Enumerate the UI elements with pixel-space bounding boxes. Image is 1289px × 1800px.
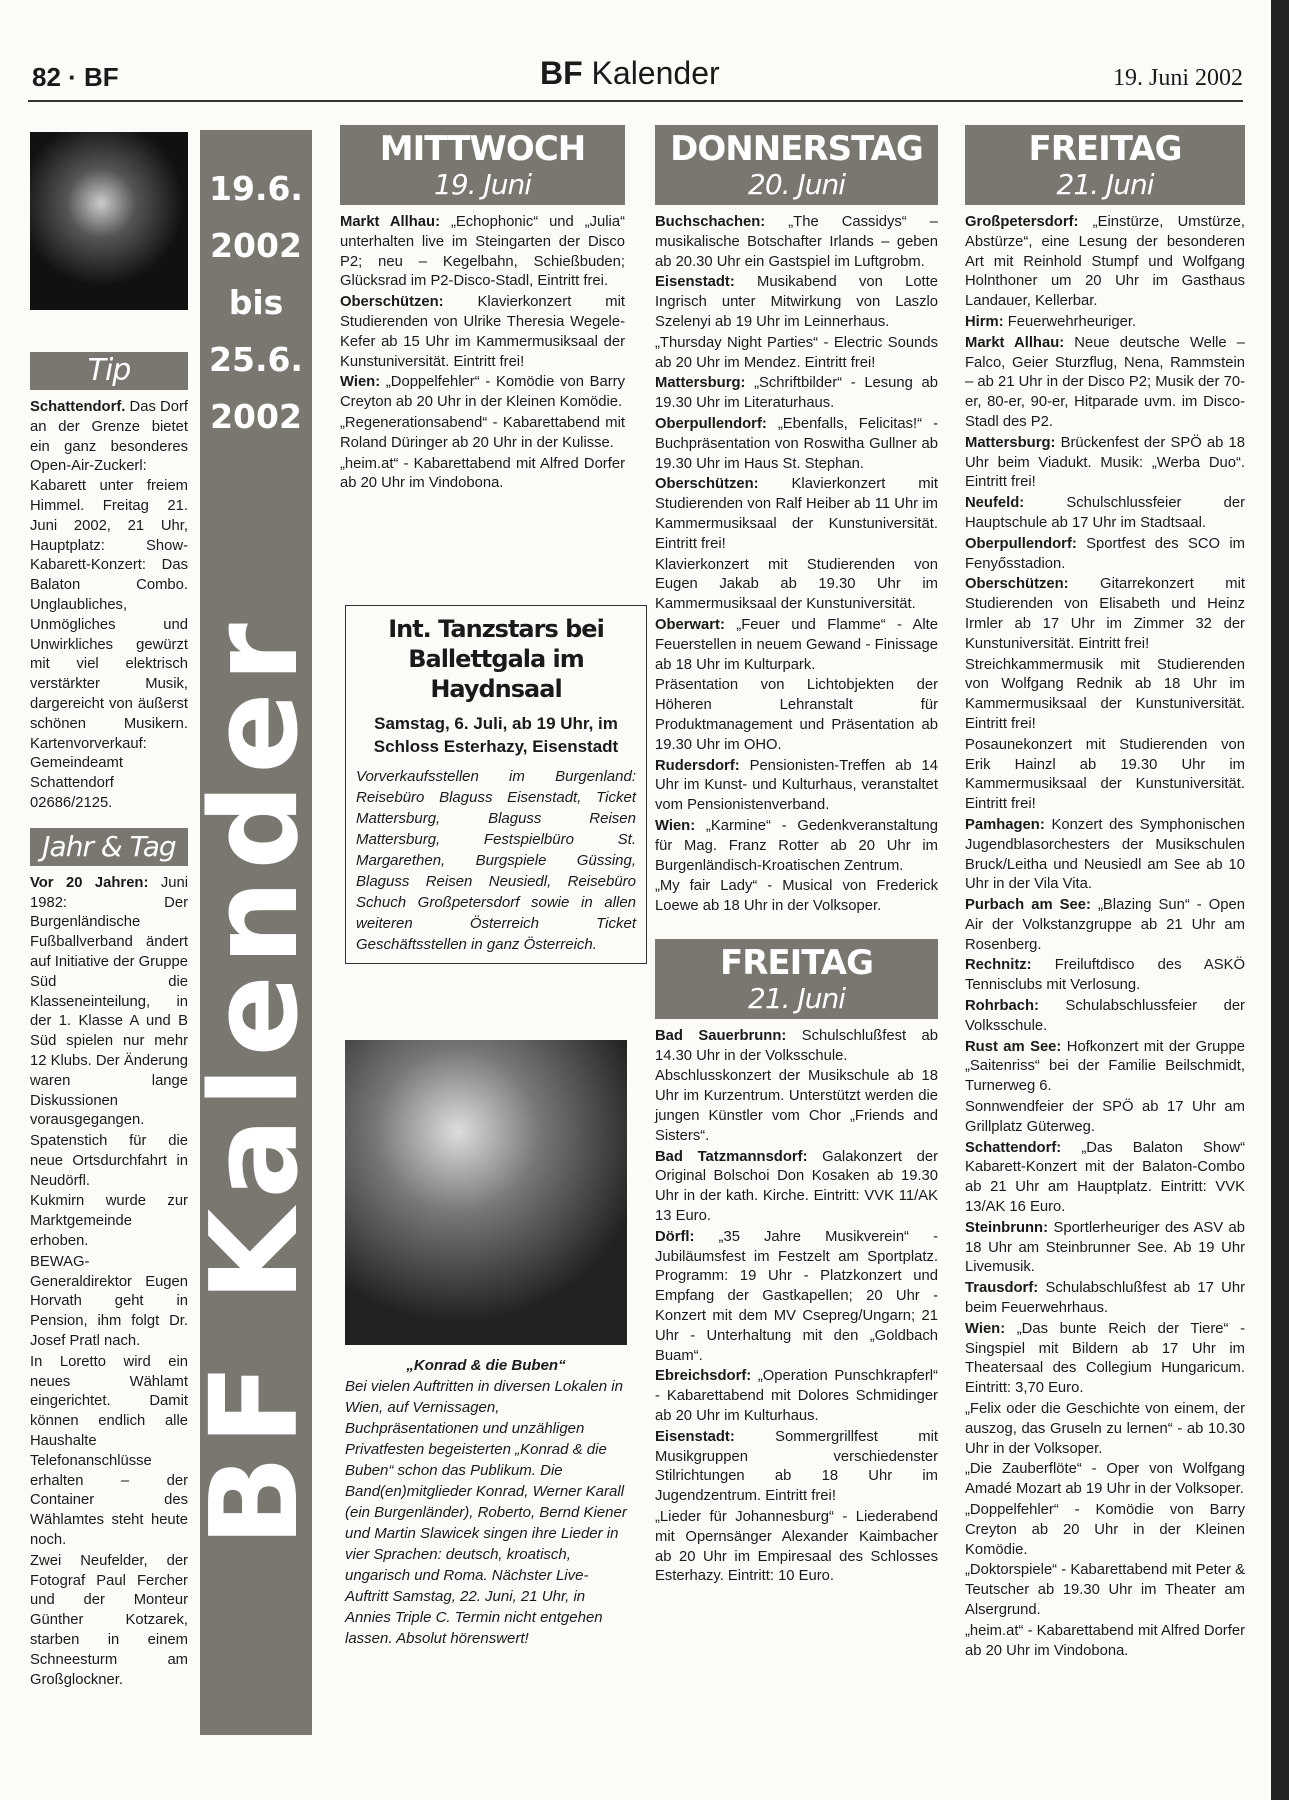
event-item <box>30 1132 188 1191</box>
event-place: Steinbrunn: <box>965 1219 1049 1236</box>
event-item <box>340 213 625 292</box>
event-text: Streichkammermusik mit Studierenden von Wolfgang Rednik ab 18 Uhr im Kammermusiksaal der Kunstuniversität. Eintritt frei! <box>965 656 1245 732</box>
header-rule <box>28 100 1243 102</box>
event-text: „heim.at“ - Kabarettabend mit Alfred Dorfer ab 20 Uhr im Vindobona. <box>965 1622 1245 1659</box>
event-text: Pensionisten-Treffen ab 14 Uhr im Kunst- und Kulturhaus, veranstaltet vom Pensionistenverband. <box>655 757 938 814</box>
event-place: Markt Allhau: <box>340 214 441 230</box>
event-place: Markt Allhau: <box>965 334 1065 351</box>
event-text: Klavierkonzert mit Studierenden von Ralf Heiber ab 11 Uhr im Kammermusiksaal der Kunstuniversität. Eintritt frei! <box>655 476 938 552</box>
date-range <box>200 130 312 445</box>
event-item <box>655 334 938 374</box>
event-item <box>340 414 625 454</box>
event-text: „Ebenfalls, Felicitas!“ - Buchpräsentation von Roswitha Gullner ab 19.30 Uhr im Haus St. Stephan. <box>655 415 938 472</box>
event-item <box>965 1098 1245 1138</box>
date-line: 2002 <box>210 397 302 436</box>
event-text: „Operation Punschkrapferl“ - Kabarettabend mit Dolores Schmidinger ab 20 Uhr im Kulturhaus. <box>655 1368 938 1425</box>
issue-date: 19. Juni 2002 <box>1112 65 1243 91</box>
event-text: „Felix oder die Geschichte von einem, der auszog, das Gruseln zu lernen“ - ab 10.30 Uhr in der Volksoper. <box>965 1401 1245 1457</box>
event-place: Neufeld: <box>965 495 1025 512</box>
event-place: Dörfl: <box>655 1228 695 1245</box>
event-text: „Doppelfehler“ - Komödie von Barry Creyton ab 20 Uhr in der Kleinen Komödie. <box>340 374 625 411</box>
event-text: „Echophonic“ und „Julia“ unterhalten live im Steingarten der Disco P2; neu – Kegelbahn, Schießbuden; Glücksrad im P2-Disco-Stadl, Eintritt frei. <box>340 214 625 290</box>
photo-caption <box>345 1355 627 1649</box>
date-line: bis <box>228 283 284 322</box>
day-header <box>965 125 1245 205</box>
tip-label: Tip <box>30 352 188 390</box>
event-item <box>655 1148 938 1227</box>
event-item <box>30 1192 188 1251</box>
event-text: „heim.at“ - Kabarettabend mit Alfred Dorfer ab 20 Uhr im Vindobona. <box>340 455 625 492</box>
event-text: Konzert des Symphonischen Jugendblasorchesters der Musikschulen Bruck/Leitha und Neusiedl am See ab 10 Uhr in der Vila Vita. <box>965 816 1245 893</box>
day-date: 20. Juni <box>748 168 845 201</box>
event-text: Klavierkonzert mit Studierenden von Ulrike Theresia Wegele-Kefer ab 15 Uhr im Kammermusiksaal der Kunstuniversität. Eintritt frei! <box>340 294 625 370</box>
event-text: Schulschlußfest ab 14.30 Uhr in der Volksschule. <box>655 1027 938 1064</box>
event-item <box>655 1067 938 1146</box>
event-item <box>655 213 938 272</box>
title: Kalender <box>591 55 720 91</box>
box-subtitle: Samstag, 6. Juli, ab 19 Uhr, im Schloss Esterhazy, Eisenstadt <box>373 714 619 756</box>
day-name: MITTWOCH <box>379 129 586 169</box>
event-list <box>655 213 938 917</box>
jahrtag-label: Jahr & Tag <box>30 828 188 866</box>
event-place: Buchschachen: <box>655 214 766 230</box>
event-text: Hofkonzert mit der Gruppe „Saitenriss“ bei der Familie Beilschmidt, Turnerweg 6. <box>965 1038 1245 1095</box>
event-item <box>965 1501 1245 1560</box>
event-text: Spatenstich für die neue Ortsdurchfahrt in Neudörfl. <box>30 1133 188 1189</box>
event-text: Schulabschlußfest ab 17 Uhr beim Feuerwehrhaus. <box>965 1280 1245 1317</box>
event-item <box>655 757 938 816</box>
event-place: Wien: <box>340 374 381 391</box>
event-item <box>655 817 938 876</box>
date-line: 19.6. <box>209 169 303 208</box>
event-item <box>965 1038 1245 1097</box>
event-item <box>965 1400 1245 1459</box>
konrad-photo <box>345 1040 627 1345</box>
event-text: In Loretto wird ein neues Wählamt eingerichtet. Damit können endlich alle Haushalte Telefonanschlüsse erhalten – der Container des Wählamtes steht heute noch. <box>30 1353 188 1549</box>
vertical-title: BF Kalender <box>186 613 325 1547</box>
day-name: DONNERSTAG <box>670 129 923 169</box>
event-item <box>965 896 1245 955</box>
day-date: 21. Juni <box>748 981 845 1015</box>
event-place: Eisenstadt: <box>655 1428 735 1445</box>
event-text: Sportfest des SCO im Fenyősstadion. <box>965 535 1245 572</box>
event-item <box>655 415 938 474</box>
event-item <box>340 293 625 372</box>
event-text: Posaunekonzert mit Studierenden von Erik Hainzl ab 19.30 Uhr im Kammermusiksaal der Kunstuniversität. Eintritt frei! <box>965 736 1245 813</box>
event-text: „Karmine“ - Gedenkveranstaltung für Mag. Franz Rotter ab 20 Uhr im Burgenländisch-Kroatischen Zentrum. <box>655 817 938 874</box>
day-date: 21. Juni <box>1056 168 1154 201</box>
event-place: Oberpullendorf: <box>965 535 1077 552</box>
event-list <box>655 1027 938 1587</box>
event-text: „35 Jahre Musikverein“ - Jubiläumsfest im Festzelt am Sportplatz. Programm: 19 Uhr - Platzkonzert und Empfang der Gastkapellen; 20 Uhr - Konzert mit dem MV Csepreg/Ungarn; 21 Uhr - Unterhaltung mit den „Goldbach Buam“. <box>655 1228 938 1364</box>
event-item <box>30 874 188 1131</box>
event-place: Bad Sauerbrunn: <box>655 1027 787 1044</box>
event-item <box>965 997 1245 1037</box>
event-text: „Feuer und Flamme“ - Alte Feuerstellen in neuem Gewand - Finissage ab 18 Uhr im Kulturpark. <box>655 616 938 673</box>
event-text: „The Cassidys“ – musikalische Botschafter Irlands – geben ab 20.30 Uhr ein Gastspiel im Luftgrobm. <box>655 214 938 270</box>
event-text: Schulabschlussfeier der Volksschule. <box>965 998 1245 1034</box>
event-place: Purbach am See: <box>965 897 1091 914</box>
event-place: Pamhagen: <box>965 816 1045 833</box>
event-item <box>965 736 1245 815</box>
event-text: „My fair Lady“ - Musical von Frederick Loewe ab 18 Uhr in der Volksoper. <box>655 878 938 915</box>
event-text: Abschlusskonzert der Musikschule ab 18 Uhr im Kurzentrum. Unterstützt werden die jungen Künstler vom Chor „Friends and Sisters“. <box>655 1068 938 1144</box>
box-text: Vorverkaufsstellen im Burgenland: Reisebüro Blaguss Eisenstadt, Ticket Mattersburg, Blaguss Reisen Mattersburg, Festspielbüro St. Margarethen, Burgspiele Güssing, Blaguss Reisen Neusiedl, Reisebüro Schuch Großpetersdorf sowie in allen weiteren Österreich Ticket Geschäftsstellen in ganz Österreich. <box>356 768 636 953</box>
section-title <box>540 55 720 92</box>
event-item <box>965 1139 1245 1218</box>
event-item <box>965 575 1245 654</box>
brand: BF <box>540 55 583 91</box>
event-text: Feuerwehrheuriger. <box>1003 313 1137 330</box>
event-item <box>655 1367 938 1426</box>
event-item <box>340 373 625 413</box>
date-line: 2002 <box>210 226 302 265</box>
event-item <box>655 556 938 615</box>
event-item <box>965 1460 1245 1500</box>
event-text: Präsentation von Lichtobjekten der Höheren Lehranstalt für Produktmanagement und Präsentation ab 19.30 Uhr im OHO. <box>655 677 938 753</box>
event-item <box>655 1228 938 1367</box>
event-place: Oberschützen: <box>965 576 1069 593</box>
event-item <box>965 434 1245 493</box>
event-text: Das Dorf an der Grenze bietet ein ganz besonderes Open-Air-Zuckerl: Kabarett unter freiem Himmel. Freitag 21. Juni 2002, 21 Uhr, Hauptplatz: Show-Kabarett-Konzert: Das Balaton Combo. Unglaubliches, Unmögliches und Unwirkliches gewürzt mit viel elektrisch verstärkter Musik, dargereicht von äußerst schönen Musikern. Kartenvorverkauf: Gemeindeamt Schattendorf 02686/2125. <box>30 399 188 811</box>
event-place: Wien: <box>655 817 696 834</box>
event-text: „Thursday Night Parties“ - Electric Sounds ab 20 Uhr im Mendez. Eintritt frei! <box>655 334 938 371</box>
event-text: „Das Balaton Show“ Kabarett-Konzert mit der Balaton-Combo ab 21 Uhr am Hauptplatz. Eintritt: VVK 13/AK 16 Euro. <box>965 1139 1245 1216</box>
date-line: 25.6. <box>209 340 303 379</box>
event-place: Oberschützen: <box>655 476 759 493</box>
event-text: „Blazing Sun“ - Open Air der Volkstanzgruppe ab 21 Uhr am Rosenberg. <box>965 897 1245 953</box>
donnerstag-column <box>655 125 938 1588</box>
event-place: Schattendorf: <box>965 1139 1062 1156</box>
event-text: BEWAG-Generaldirektor Eugen Horvath geht in Pension, ihm folgt Dr. Josef Pratl nach. <box>30 1253 188 1350</box>
kalender-banner <box>186 130 325 1735</box>
tip-text <box>30 398 188 814</box>
event-text: „Regenerationsabend“ - Kabarettabend mit Roland Düringer ab 20 Uhr in der Kulisse. <box>340 414 625 451</box>
event-place: Großpetersdorf: <box>965 214 1079 230</box>
event-item <box>655 1428 938 1507</box>
event-text: Sonnwendfeier der SPÖ ab 17 Uhr am Grillplatz Güterweg. <box>965 1099 1245 1135</box>
event-text: Brückenfest der SPÖ ab 18 Uhr beim Viadukt. Musik: „Werba Duo“. Eintritt frei! <box>965 434 1245 491</box>
event-text: Freiluftdisco des ASKÖ Tennisclubs mit Verlosung. <box>965 957 1245 994</box>
event-text: Klavierkonzert mit Studierenden von Eugen Jakab ab 19.30 Uhr im Kammermusiksaal der Kunstuniversität. <box>655 556 938 613</box>
event-item <box>965 213 1245 312</box>
day-header <box>655 939 938 1019</box>
event-place: Oberwart: <box>655 616 725 633</box>
event-place: Wien: <box>965 1320 1006 1337</box>
event-place: Rust am See: <box>965 1038 1062 1055</box>
event-item <box>655 877 938 917</box>
freitag-column <box>965 125 1245 1662</box>
page-edge <box>1271 0 1289 1800</box>
event-place: Oberpullendorf: <box>655 415 767 432</box>
event-item <box>965 1622 1245 1662</box>
event-item <box>655 676 938 755</box>
event-place: Bad Tatzmannsdorf: <box>655 1148 808 1165</box>
day-name: FREITAG <box>719 942 874 983</box>
event-text: Musikabend von Lotte Ingrisch unter Mitwirkung von Laszlo Szelenyi ab 19 Uhr im Leinnerhaus. <box>655 274 938 330</box>
event-item <box>340 455 625 495</box>
caption-title: „Konrad & die Buben“ <box>406 1357 566 1374</box>
event-item <box>655 273 938 332</box>
event-place: Schattendorf. <box>30 399 126 415</box>
event-item <box>965 334 1245 433</box>
event-item <box>965 313 1245 333</box>
event-text: Kukmirn wurde zur Marktgemeinde erhoben. <box>30 1193 188 1250</box>
ballet-gala-box <box>345 605 647 964</box>
event-place: Vor 20 Jahren: <box>30 874 149 891</box>
event-place: Rechnitz: <box>965 957 1032 974</box>
day-header <box>655 125 938 205</box>
event-text: „Lieder für Johannesburg“ - Liederabend mit Opernsänger Alexander Kaimbacher ab 20 Uhr im Empiresaal des Schlosses Esterhazy. Eintritt: 10 Euro. <box>655 1509 938 1585</box>
event-item <box>965 1219 1245 1278</box>
event-text: Schulschlussfeier der Hauptschule ab 17 Uhr im Stadtsaal. <box>965 495 1245 531</box>
box-title: Int. Tanzstars bei Ballettgala im Haydnsaal <box>388 615 604 703</box>
event-place: Trausdorf: <box>965 1280 1039 1297</box>
event-item <box>965 535 1245 575</box>
event-item <box>965 656 1245 735</box>
sidebar-column <box>30 132 188 1691</box>
event-text: „Die Zauberflöte“ - Oper von Wolfgang Amadé Mozart ab 19 Uhr in der Volksoper. <box>965 1461 1245 1498</box>
day-header <box>340 125 625 205</box>
event-item <box>965 494 1245 534</box>
event-item <box>965 1320 1245 1399</box>
event-text: „Schriftbilder“ - Lesung ab 19.30 Uhr im Literaturhaus. <box>655 375 938 412</box>
event-text: „Das bunte Reich der Tiere“ - Singspiel mit Bildern ab 17 Uhr im Theatersaal des Collegium Hungaricum. Eintritt: 3,70 Euro. <box>965 1320 1245 1397</box>
event-item <box>965 1279 1245 1319</box>
event-place: Mattersburg: <box>965 434 1056 451</box>
event-place: Ebreichsdorf: <box>655 1368 752 1385</box>
jahrtag-text <box>30 874 188 1691</box>
event-item <box>965 956 1245 996</box>
day-name: FREITAG <box>1028 129 1182 169</box>
event-item <box>30 398 188 814</box>
event-text: „Einstürze, Umstürze, Abstürze“, eine Lesung der besonderen Art mit Reinhold Stumpf und Wolfgang Holnthoner um 20 Uhr im Gasthaus Landauer, Kellerbar. <box>965 214 1245 310</box>
guitarist-photo <box>30 132 188 310</box>
event-item <box>30 1552 188 1691</box>
mittwoch-column <box>340 125 625 495</box>
event-text: „Doktorspiele“ - Kabarettabend mit Peter & Teutscher ab 19.30 Uhr im Theater am Alsergrund. <box>965 1562 1245 1618</box>
event-list <box>965 213 1245 1661</box>
event-text: Galakonzert der Original Bolschoi Don Kosaken ab 19.30 Uhr in der kath. Kirche. Eintritt: VVK 11/AK 13 Euro. <box>655 1148 938 1225</box>
event-text: Neue deutsche Welle – Falco, Geier Sturzflug, Nena, Rammstein – ab 21 Uhr in der Disco P2; Musik der 70-er, 80-er, 90-er, Hitparade uvm. im Disco-Stadl des P2. <box>965 334 1245 430</box>
event-text: Sportlerheuriger des ASV ab 18 Uhr am Steinbrunner See. Ab 19 Uhr Livemusik. <box>965 1219 1245 1276</box>
event-place: Oberschützen: <box>340 294 444 311</box>
event-item <box>655 1508 938 1587</box>
page-number: 82 · BF <box>32 62 119 92</box>
event-text: Zwei Neufelder, der Fotograf Paul Fercher und der Monteur Günther Kotzarek, starben in einem Schneesturm am Großglockner. <box>30 1552 188 1688</box>
event-list <box>340 213 625 494</box>
event-place: Eisenstadt: <box>655 274 735 291</box>
event-text: Gitarrekonzert mit Studierenden von Elisabeth und Heinz Irmler ab 17 Uhr im Zimmer 32 der Kunstuniversität. Eintritt frei! <box>965 576 1245 652</box>
event-item <box>655 475 938 554</box>
day-date: 19. Juni <box>434 168 531 201</box>
event-item <box>965 816 1245 895</box>
event-item <box>965 1561 1245 1620</box>
event-place: Mattersburg: <box>655 375 746 392</box>
event-item <box>655 1027 938 1067</box>
event-item <box>655 374 938 414</box>
event-item <box>30 1353 188 1551</box>
caption-text: Bei vielen Auftritten in diversen Lokalen in Wien, auf Vernissagen, Buchpräsentationen und unzähligen Privatfesten begeisterten „Konrad & die Buben“ schon das Publikum. Die Band(en)mitglieder Konrad, Werner Karall (ein Burgenländer), Roberto, Bernd Kiener und Martin Slawicek singen ihre Lieder in vier Sprachen: deutsch, kroatisch, ungarisch und Roma. Nächster Live-Auftritt Samstag, 22. Juni, 21 Uhr, in Annies Triple C. Termin nicht entgehen lassen. Absolut hörenswert! <box>345 1378 627 1647</box>
event-text: „Doppelfehler“ - Komödie von Barry Creyton ab 20 Uhr in der Kleinen Komödie. <box>965 1502 1245 1558</box>
event-place: Rudersdorf: <box>655 757 740 774</box>
event-text: Sommergrillfest mit Musikgruppen verschiedenster Stilrichtungen ab 18 Uhr im Jugendzentrum. Eintritt frei! <box>655 1428 938 1505</box>
event-item <box>655 616 938 675</box>
event-place: Hirm: <box>965 313 1004 330</box>
event-text: Juni 1982: Der Burgenländische Fußballverband ändert auf Initiative der Gruppe Süd die Klasseneinteilung, in der 1. Klasse A und B Süd spielen nur mehr 12 Klubs. Der Änderung waren lange Diskussionen vorausgegangen. <box>30 874 188 1129</box>
event-place: Rohrbach: <box>965 998 1039 1015</box>
event-item <box>30 1253 188 1352</box>
